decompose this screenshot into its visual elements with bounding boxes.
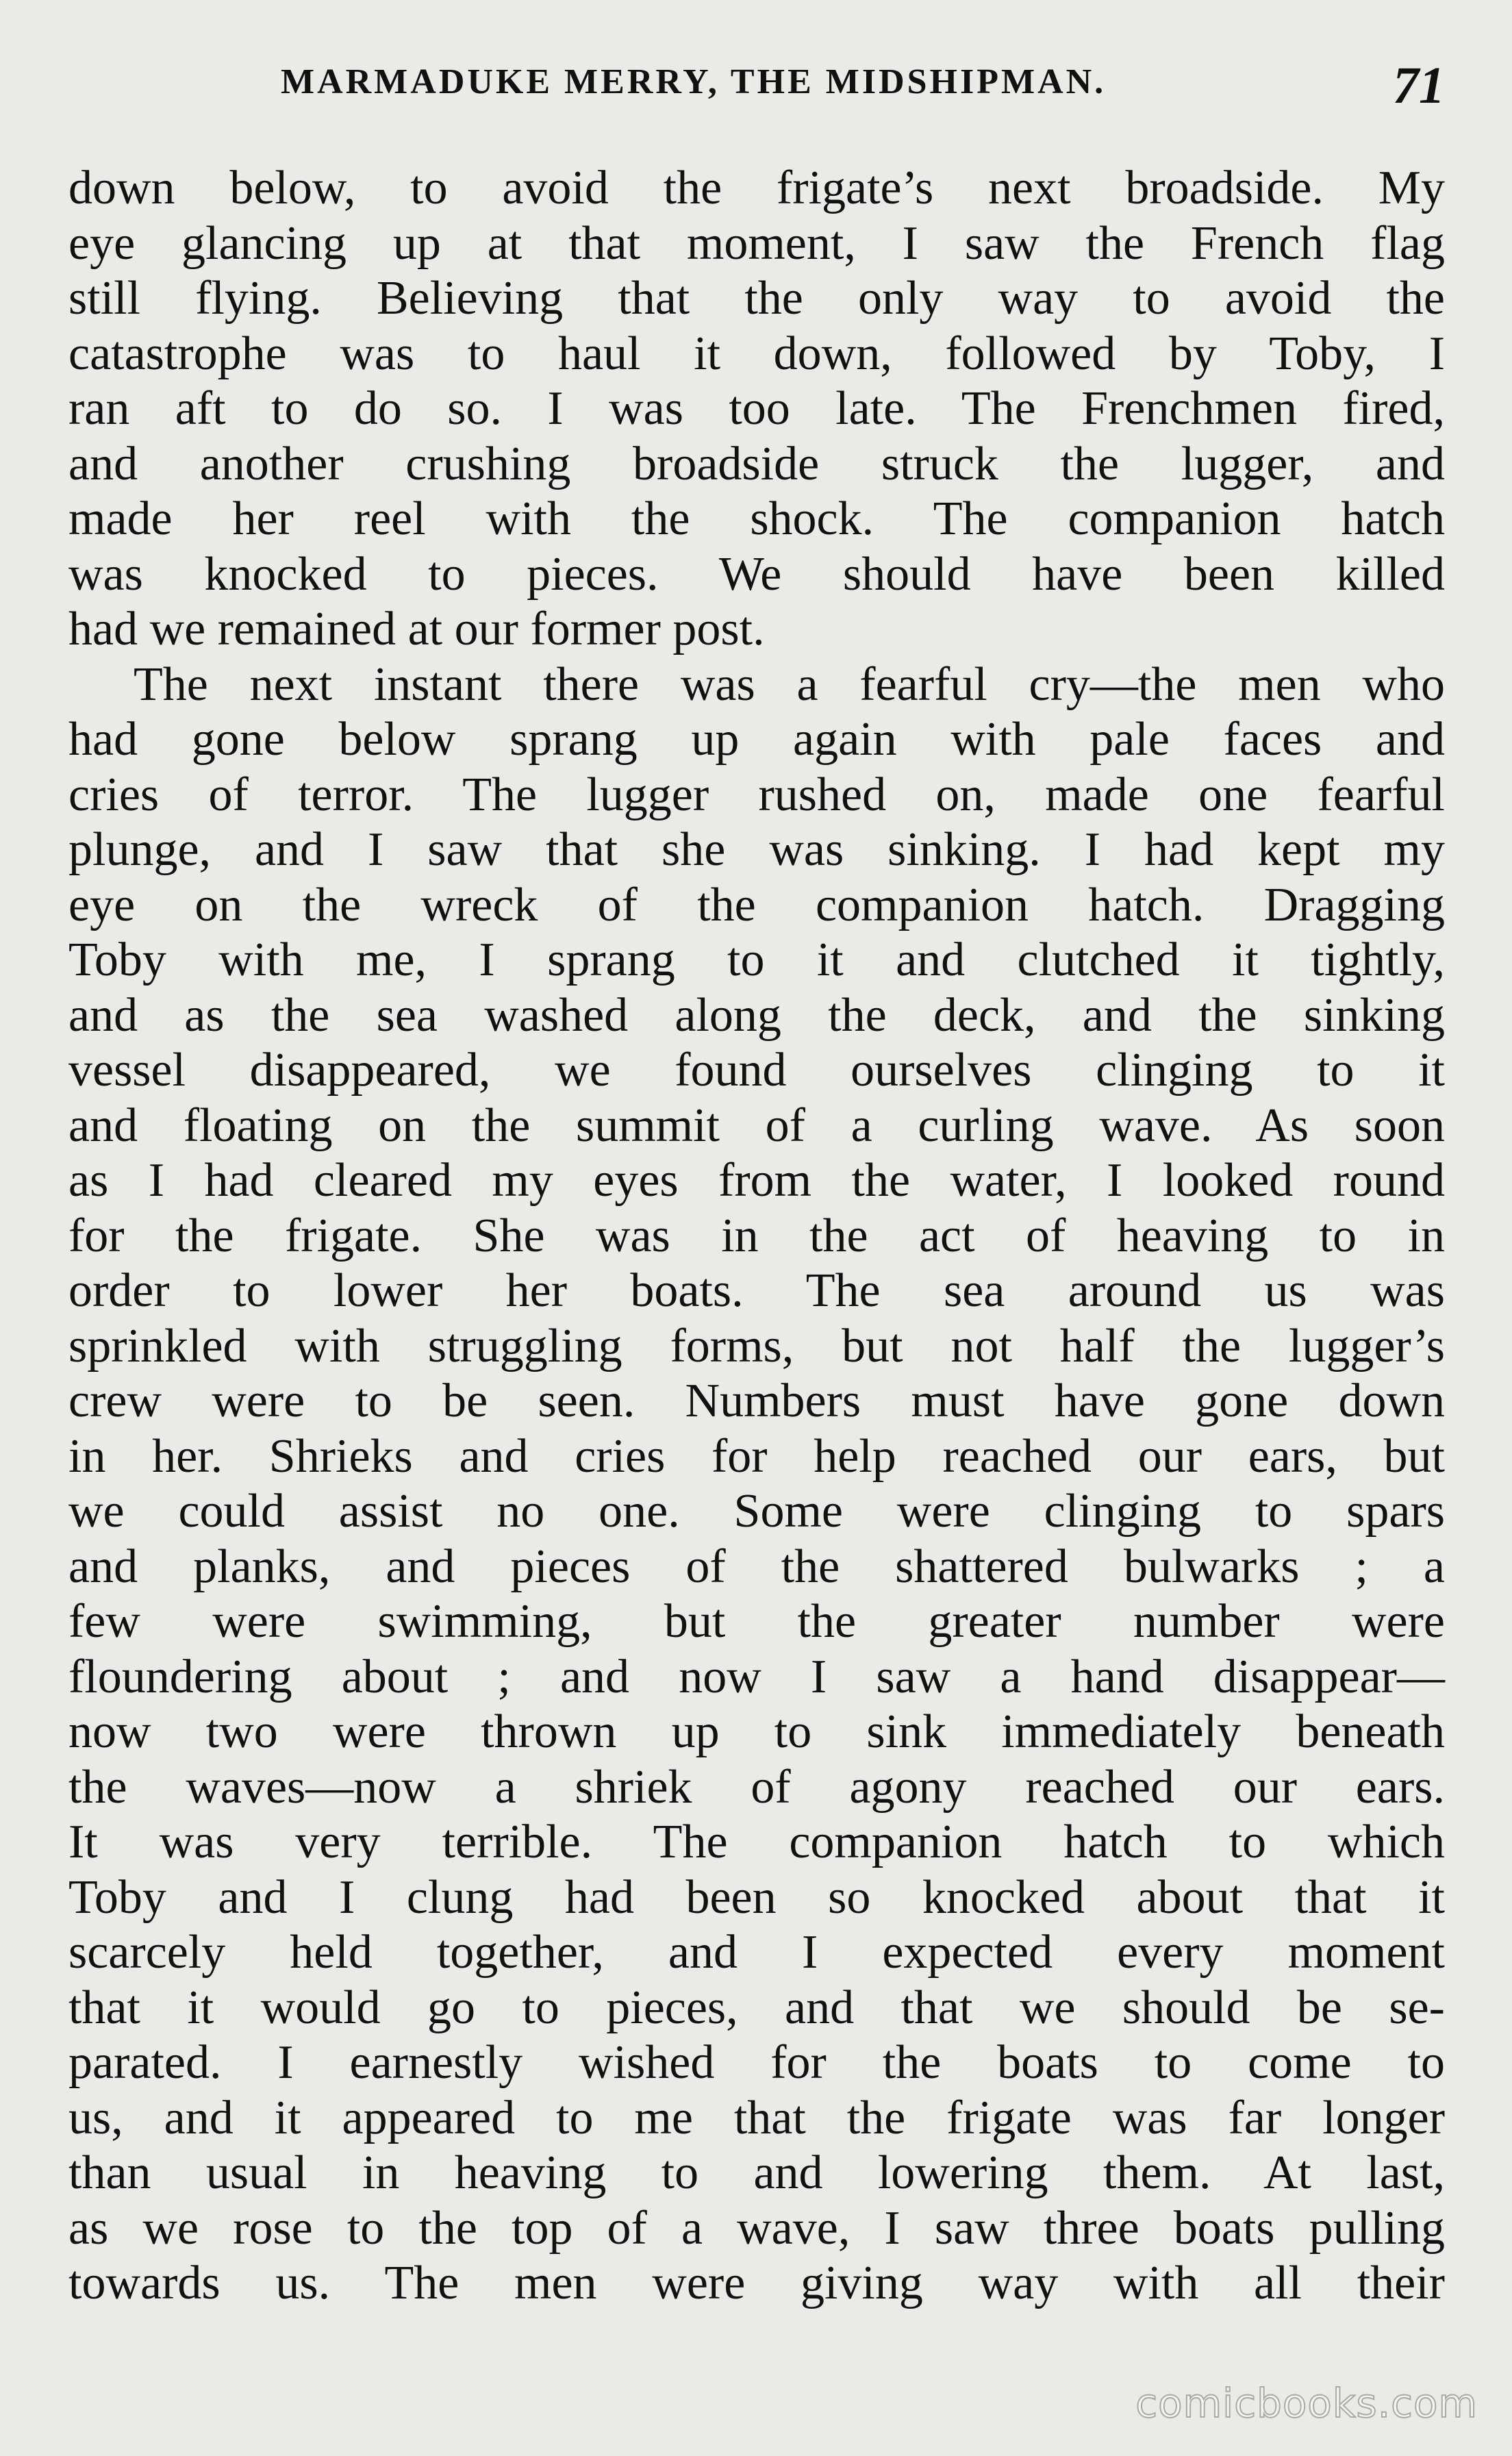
text-line: down below, to avoid the frigate’s next broadside. My	[68, 162, 1445, 214]
text-line: and as the sea washed along the deck, and the sinking	[68, 988, 1445, 1042]
text-line: eye glancing up at that moment, I saw the French flag	[68, 216, 1445, 270]
text-line: few were swimming, but the greater number were	[68, 1595, 1445, 1648]
running-title: MARMADUKE MERRY, THE MIDSHIPMAN.	[281, 62, 1107, 101]
text-line: eye on the wreck of the companion hatch. Dragging	[68, 878, 1445, 931]
text-line: catastrophe was to haul it down, followed by Toby, I	[68, 327, 1445, 380]
text-line: was knocked to pieces. We should have been killed	[68, 547, 1445, 601]
text-line: us, and it appeared to me that the frigate was far longer	[68, 2091, 1445, 2144]
text-line: and another crushing broadside struck the lugger, and	[68, 437, 1445, 490]
text-line: as we rose to the top of a wave, I saw three boats pulling	[68, 2201, 1445, 2255]
text-line: had gone below sprang up again with pale faces and	[68, 713, 1445, 766]
text-line: sprinkled with struggling forms, but not half the lugger’s	[68, 1319, 1445, 1373]
page-header	[281, 56, 1445, 118]
text-line: as I had cleared my eyes from the water, I looked round	[68, 1154, 1445, 1207]
text-line: The next instant there was a fearful cry—the men who	[134, 657, 1445, 711]
text-line: vessel disappeared, we found ourselves clinging to it	[68, 1044, 1445, 1097]
text-line: scarcely held together, and I expected every moment	[68, 1926, 1445, 1979]
text-line: It was very terrible. The companion hatch to which	[68, 1816, 1445, 1868]
text-line: than usual in heaving to and lowering them. At last,	[68, 2146, 1445, 2199]
text-line: ran aft to do so. I was too late. The Frenchmen fired,	[68, 382, 1445, 435]
text-line: parated. I earnestly wished for the boats to come to	[68, 2036, 1445, 2089]
text-line: order to lower her boats. The sea around us was	[68, 1264, 1445, 1317]
text-line: plunge, and I saw that she was sinking. I had kept my	[68, 823, 1445, 876]
text-line: made her reel with the shock. The companion hatch	[68, 492, 1445, 545]
text-line: Toby with me, I sprang to it and clutched it tightly,	[68, 933, 1445, 986]
text-line: towards us. The men were giving way with all their	[68, 2257, 1445, 2309]
text-line: floundering about ; and now I saw a hand disappear—	[68, 1650, 1445, 1703]
text-line: for the frigate. She was in the act of heaving to in	[68, 1209, 1445, 1262]
text-line: crew were to be seen. Numbers must have gone down	[68, 1375, 1445, 1427]
watermark: comicbooks.com	[1135, 2380, 1478, 2427]
body-text	[68, 161, 1445, 2311]
text-line: we could assist no one. Some were clinging to spars	[68, 1485, 1445, 1538]
text-line: and floating on the summit of a curling wave. As soon	[68, 1099, 1445, 1152]
text-line: cries of terror. The lugger rushed on, made one fearful	[68, 768, 1445, 821]
text-line: Toby and I clung had been so knocked about that it	[68, 1870, 1445, 1924]
text-line: and planks, and pieces of the shattered bulwarks ; a	[68, 1540, 1445, 1593]
page-number: 71	[1393, 57, 1445, 114]
text-line: had we remained at our former post.	[68, 603, 765, 655]
text-line: still flying. Believing that the only way to avoid the	[68, 272, 1445, 325]
text-line: that it would go to pieces, and that we should be se-	[68, 1981, 1445, 2034]
text-line: in her. Shrieks and cries for help reached our ears, but	[68, 1429, 1445, 1483]
text-line: the waves—now a shriek of agony reached our ears.	[68, 1760, 1445, 1814]
text-line: now two were thrown up to sink immediately beneath	[68, 1705, 1445, 1758]
